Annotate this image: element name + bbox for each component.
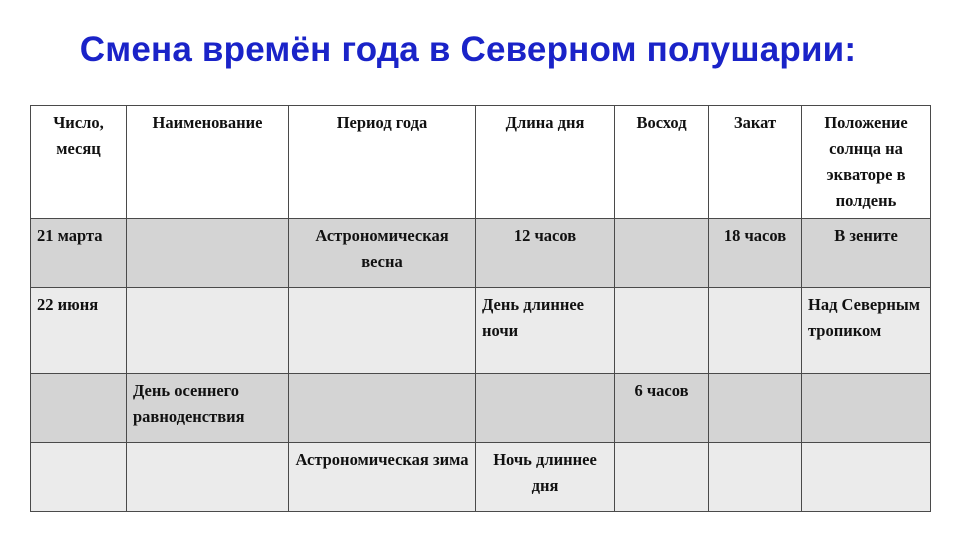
table-cell [615,443,709,512]
table-cell [615,219,709,288]
header-name: Наименование [127,106,289,219]
table-cell [127,443,289,512]
header-period: Период года [289,106,476,219]
table-cell: 18 часов [709,219,802,288]
table-header-row [31,106,931,219]
table-cell: 22 июня [31,288,127,374]
header-sunset: Закат [709,106,802,219]
table-cell: Астрономическая весна [289,219,476,288]
table-cell: Ночь длиннее дня [476,443,615,512]
table-cell: День длиннее ночи [476,288,615,374]
table-cell: 12 часов [476,219,615,288]
header-sunrise: Восход [615,106,709,219]
table-cell [31,374,127,443]
table-cell: 6 часов [615,374,709,443]
table-row [31,288,931,374]
table-cell: В зените [802,219,931,288]
table-cell [709,288,802,374]
table-cell [802,443,931,512]
header-sun-position: Положение солнца на экваторе в полдень [802,106,931,219]
table-cell: Над Северным тропиком [802,288,931,374]
table-cell: День осеннего равноденствия [127,374,289,443]
table-row [31,443,931,512]
table-cell [802,374,931,443]
table-cell: 21 марта [31,219,127,288]
table-cell [615,288,709,374]
seasons-table [30,105,931,512]
slide-title: Смена времён года в Северном полушарии: [79,30,857,69]
header-date: Число, месяц [31,106,127,219]
table-cell [127,219,289,288]
table-cell [31,443,127,512]
table-cell: Астрономическая зима [289,443,476,512]
table-row [31,219,931,288]
table-cell [476,374,615,443]
table-cell [127,288,289,374]
table-cell [289,288,476,374]
table-row [31,374,931,443]
table-cell [289,374,476,443]
header-day-length: Длина дня [476,106,615,219]
table-cell [709,443,802,512]
table-cell [709,374,802,443]
